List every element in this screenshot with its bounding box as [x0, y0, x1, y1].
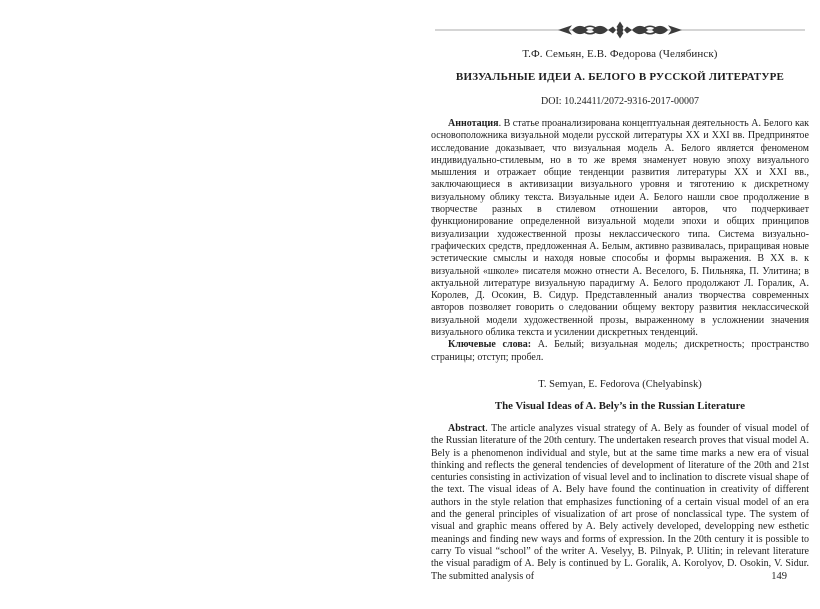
keywords-ru	[431, 339, 809, 364]
authors-en: T. Semyan, E. Fedorova (Chelyabinsk)	[538, 378, 702, 390]
article-title-ru: ВИЗУАЛЬНЫЕ ИДЕИ А. БЕЛОГО В РУССКОЙ ЛИТЕРАТУРЕ	[455, 71, 785, 83]
article-title-en: The Visual Ideas of A. Bely’s in the Russian Literature	[494, 399, 746, 412]
abstract-ru-label: Аннотация	[448, 118, 499, 129]
fleuron-braid-divider-icon	[431, 20, 809, 40]
abstract-ru-text: . В статье проанализирована концептуальная деятельность А. Белого как основоположника визуальной модели русской литературы XX и XXI вв. Предпринятое исследование доказывает, что визуальная модель А. Белого является феноменом индивидуально-стилевым, но в то же время знаменует новую эпоху визуального мышления и отражает общие тенденции развития литературы XX и XXI вв., заключающиеся в активизации визуального уровня и тяготению к дискретному визуальному облику текста. Визуальные идеи А. Белого нашли свое продолжение в творчестве разных в стилевом отношении авторов, что подчеркивает функционирование определенной визуальной модели эпохи и общих принципов визуализации художественной прозы неклассического типа. Система визуально-графических средств, предложенная А. Белым, активно развивалась, приращивая новые эстетические смыслы и находя новые способы и формы выражения. В XX в. к визуальной «школе» писателя можно отнести А. Веселого, Б. Пильняка, П. Улитина; в актуальной литературе визуальную парадигму А. Белого продолжают Л. Горалик, А. Королев, Д. Осокин, В. Сидур. Представленный анализ творчества современных авторов позволяет говорить о следовании общему вектору развития неклассической визуальной модели художественной прозы, выраженному в усложнении значения визуального облика текста и усилении дискретных тенденций.	[431, 118, 809, 339]
doi: DOI: 10.24411/2072-9316-2017-00007	[541, 96, 699, 107]
text-column	[431, 0, 809, 583]
abstract-en-text: . The article analyzes visual strategy of A. Bely as founder of visual model of the Russian literature of the 20th century. The undertaken research proves that visual model A. Bely is a phenomenon individual and style, but at the same time marks a new era of visual thinking and reflects the general tendencies of development of literature of the 20th and 21st centuries consisting in activization of visual level and to inclination to discrete visual shape of the text. The visual ideas of A. Bely have found the continuation in creativity of different authors in the style relation that emphasizes functioning of a certain visual model of an era and the general principles of visualization of art prose of nonclassical type. The system of visual and graphic means offered by A. Bely actively developed, developping new esthetic meanings and finding new ways and forms of expression. In the 20th century it is possible to carry To visual “school” of the writer A. Veselyy, B. Pilnyak, P. Ulitin; in relevant literature the visual paradigm of A. Bely is continued by L. Goralik, A. Korolyov, D. Osokin, V. Sidur. The submitted analysis of	[431, 422, 809, 582]
ornament-divider	[431, 0, 809, 40]
keywords-ru-text: А. Белый; визуальная модель; дискретность; пространство страницы; отступ; пробел.	[431, 339, 809, 363]
authors-ru: Т.Ф. Семьян, Е.В. Федорова (Челябинск)	[522, 48, 718, 60]
abstract-en-label: Abstract	[448, 422, 486, 434]
abstract-en	[431, 423, 809, 583]
abstract-ru	[431, 118, 809, 339]
page-number: 149	[771, 571, 787, 582]
keywords-ru-label: Ключевые слова:	[448, 339, 532, 351]
